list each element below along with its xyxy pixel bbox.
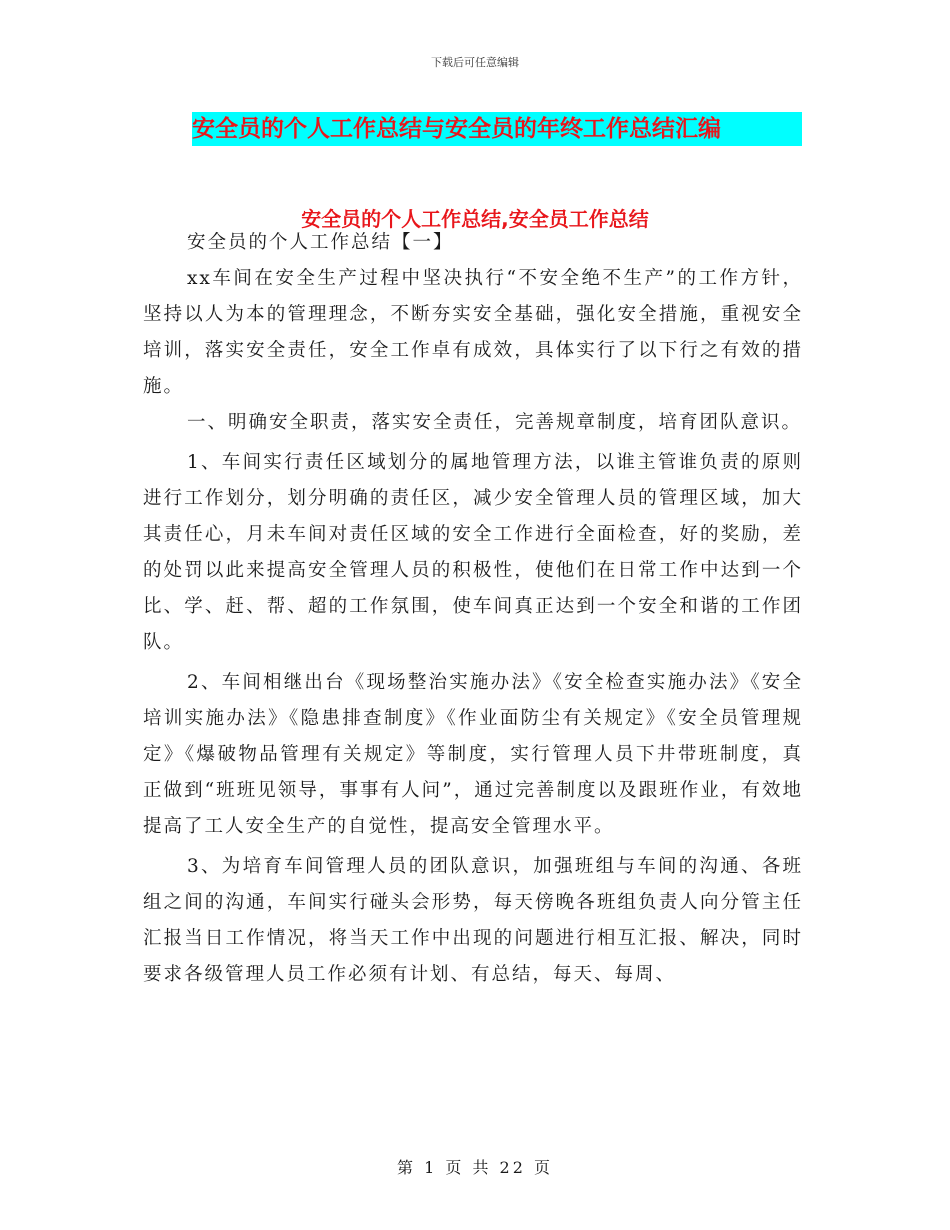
paragraph-item-2: 2、车间相继出台《现场整治实施办法》《安全检查实施办法》《安全培训实施办法》《隐患排查制度》《作业面防尘有关规定》《安全员管理规定》《爆破物品管理有关规定》等制度，实行管理人员下井带班制度，真正做到“班班见领导，事事有人问”，通过完善制度以及跟班作业，有效地提高了工人安全生产的自觉性，提高安全管理水平。 [143,672,803,837]
paragraph-intro: xx车间在安全生产过程中坚决执行“不安全绝不生产”的工作方针，坚持以人为本的管理理念，不断夯实安全基础，强化安全措施，重视安全培训，落实安全责任，安全工作卓有成效，具体实行了以下行之有效的措施。 [143,268,803,397]
document-title: 安全员的个人工作总结与安全员的年终工作总结汇编 [192,112,802,146]
paragraph-point-1: 一、明确安全职责，落实安全责任，完善规章制度，培育团队意识。 [187,412,803,433]
paragraph-item-3: 3、为培育车间管理人员的团队意识，加强班组与车间的沟通、各班组之间的沟通，车间实行碰头会形势，每天傍晚各班组负责人向分管主任汇报当日工作情况，将当天工作中出现的问题进行相互汇报、解决，同时要求各级管理人员工作必须有计划、有总结，每天、每周、 [143,856,803,985]
section-subtitle: 安全员的个人工作总结,安全员工作总结 [301,207,649,231]
paragraph-item-1: 1、车间实行责任区域划分的属地管理方法，以谁主管谁负责的原则进行工作划分，划分明确的责任区，减少安全管理人员的管理区域，加大其责任心，月未车间对责任区域的安全工作进行全面检查，好的奖励，差的处罚以此来提高安全管理人员的积极性，使他们在日常工作中达到一个比、学、赶、帮、超的工作氛围，使车间真正达到一个安全和谐的工作团队。 [143,452,803,653]
page-header-note: 下载后可任意编辑 [431,56,519,69]
document-body [143,225,803,993]
page-number: 第 1 页 共 22 页 [397,1158,553,1177]
section-heading: 安全员的个人工作总结【一】 [187,232,454,253]
